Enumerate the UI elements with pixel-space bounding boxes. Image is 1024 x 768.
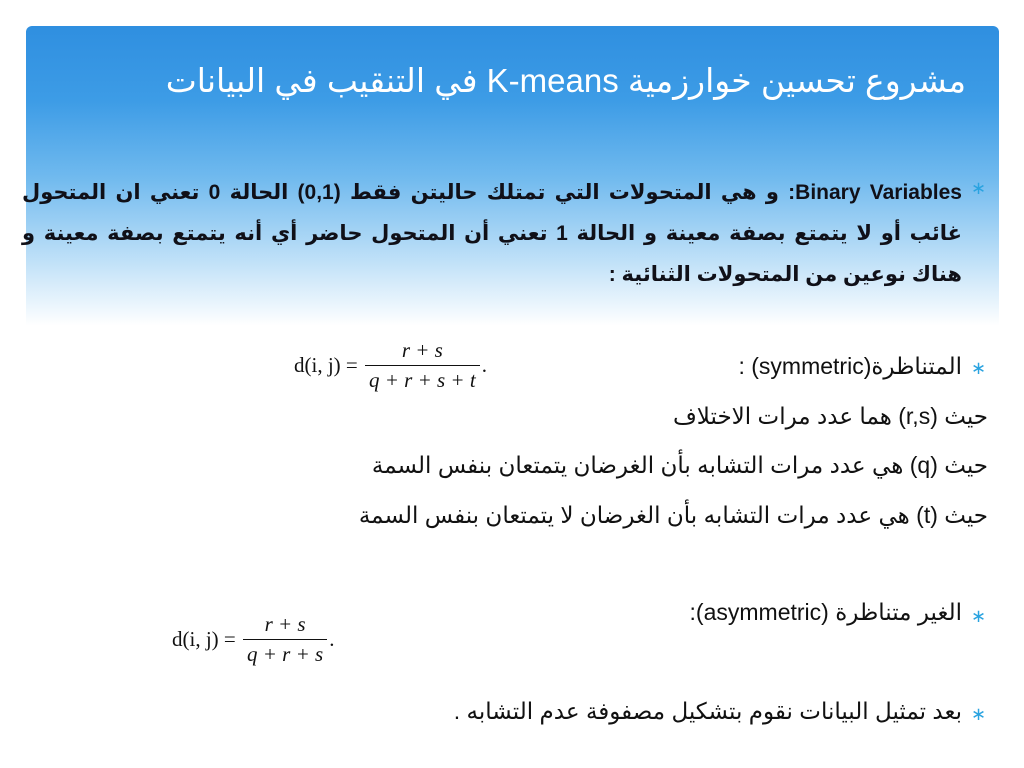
rs-description: حيث (r,s) هما عدد مرات الاختلاف (672, 403, 988, 429)
q-description: حيث (q) هي عدد مرات التشابه بأن الغرضان يتمتعان بنفس السمة (371, 452, 988, 478)
symmetric-label: المتناظرة(symmetric) : (738, 353, 962, 379)
bullet-icon: ∗ (970, 358, 986, 378)
bullet-icon: ∗ (970, 178, 986, 198)
formula-fraction (365, 338, 480, 393)
formula-numerator: r + s (365, 338, 480, 366)
slide-title: مشروع تحسين خوارزمية K-means في التنقيب في البيانات (165, 62, 966, 99)
formula-end: . (481, 353, 487, 377)
symmetric-formula (294, 338, 487, 393)
final-statement: بعد تمثيل البيانات نقوم بتشكيل مصفوفة عدم التشابه . (453, 698, 962, 724)
bullet-icon: ∗ (970, 704, 986, 724)
formula-lhs: d(i, j) = (294, 353, 358, 377)
bullet-icon: ∗ (970, 606, 986, 626)
formula-denominator: q + r + s + t (369, 368, 476, 392)
asymmetric-formula (172, 612, 334, 667)
formula-end: . (329, 627, 335, 651)
t-description: حيث (t) هي عدد مرات التشابه بأن الغرضان لا يتمتعان بنفس السمة (358, 502, 988, 528)
formula-lhs: d(i, j) = (172, 627, 236, 651)
formula-fraction (243, 612, 327, 667)
binary-variables-paragraph: Binary Variables: و هي المتحولات التي تمتلك حاليتن فقط (0,1) الحالة 0 تعني ان المتحول غائب أو لا يتمتع بصفة معينة و الحالة 1 تعني أن المتحول حاضر أي أنه يتمتع بصفة معينة و هناك نوعين من المتحولات الثنائية : (22, 181, 962, 286)
formula-denominator: q + r + s (247, 642, 324, 666)
asymmetric-label: الغير متناظرة (asymmetric): (689, 599, 962, 625)
formula-numerator: r + s (243, 612, 327, 640)
